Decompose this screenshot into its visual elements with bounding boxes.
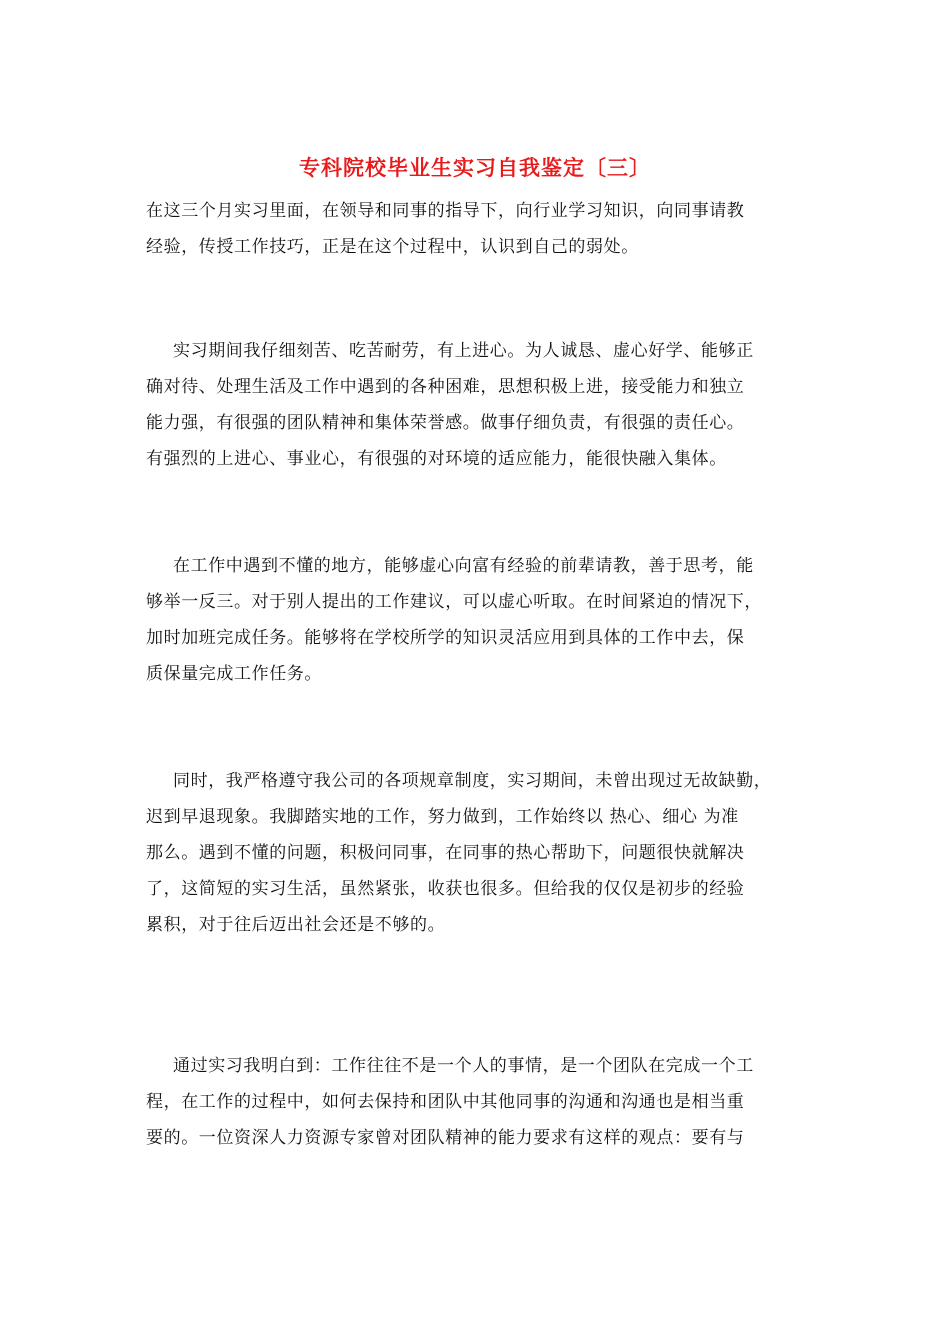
paragraph-line: 在这三个月实习里面，在领导和同事的指导下，向行业学习知识，向同事请教	[146, 201, 745, 221]
paragraph-line: 能力强，有很强的团队精神和集体荣誉感。做事仔细负责，有很强的责任心。	[146, 413, 745, 433]
paragraph-line: 质保量完成工作任务。	[146, 664, 322, 684]
paragraph-line: 了，这简短的实习生活，虽然紧张，收获也很多。但给我的仅仅是初步的经验	[146, 879, 745, 899]
paragraph-line: 经验，传授工作技巧，正是在这个过程中，认识到自己的弱处。	[146, 237, 639, 257]
paragraph-5	[146, 1048, 816, 1156]
paragraph-line: 在工作中遇到不懂的地方，能够虚心向富有经验的前辈请教，善于思考，能	[173, 556, 754, 576]
paragraph-line: 累积，对于往后迈出社会还是不够的。	[146, 915, 446, 935]
document-title: 专科院校毕业生实习自我鉴定〔三〕	[299, 155, 651, 180]
paragraph-line: 确对待、处理生活及工作中遇到的各种困难，思想积极上进，接受能力和独立	[146, 377, 745, 397]
paragraph-2	[146, 333, 816, 477]
paragraph-line: 有强烈的上进心、事业心，有很强的对环境的适应能力，能很快融入集体。	[146, 449, 727, 469]
paragraph-line: 那么。遇到不懂的问题，积极问同事，在同事的热心帮助下，问题很快就解决	[146, 843, 745, 863]
paragraph-line: 迟到早退现象。我脚踏实地的工作，努力做到，工作始终以 热心、细心 为准	[146, 807, 739, 827]
paragraph-line: 够举一反三。对于别人提出的工作建议，可以虚心听取。在时间紧迫的情况下，	[146, 592, 762, 612]
paragraph-line: 通过实习我明白到：工作往往不是一个人的事情，是一个团队在完成一个工	[173, 1056, 754, 1076]
paragraph-line: 加时加班完成任务。能够将在学校所学的知识灵活应用到具体的工作中去，保	[146, 628, 745, 648]
paragraph-4	[146, 763, 816, 943]
paragraph-line: 程，在工作的过程中，如何去保持和团队中其他同事的沟通和沟通也是相当重	[146, 1092, 745, 1112]
paragraph-1	[146, 193, 816, 265]
paragraph-line: 实习期间我仔细刻苦、吃苦耐劳，有上进心。为人诚恳、虚心好学、能够正	[173, 341, 754, 361]
paragraph-3	[146, 548, 816, 692]
paragraph-line: 要的。一位资深人力资源专家曾对团队精神的能力要求有这样的观点：要有与	[146, 1128, 745, 1148]
paragraph-line: 同时，我严格遵守我公司的各项规章制度，实习期间，未曾出现过无故缺勤，	[173, 771, 772, 791]
